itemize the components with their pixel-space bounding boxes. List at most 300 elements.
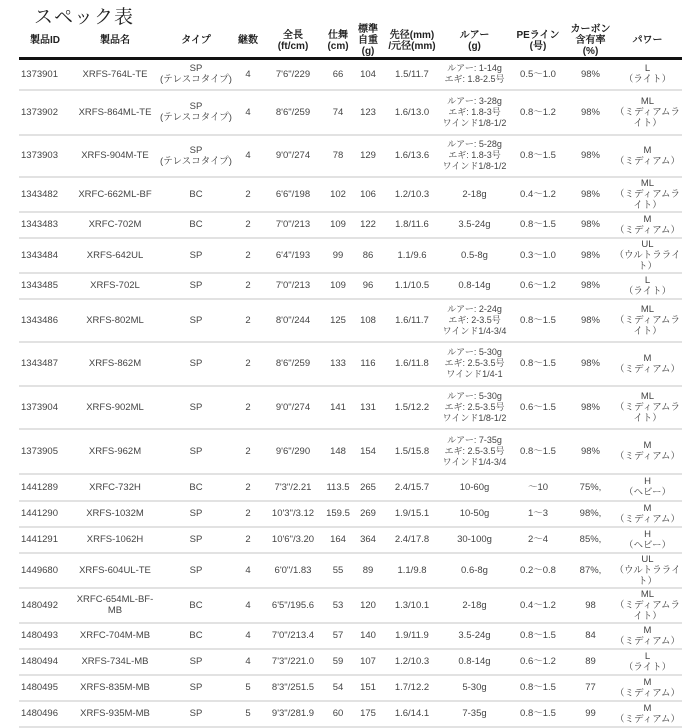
cell-product-id: 1343486	[19, 299, 71, 342]
table-row	[19, 135, 682, 177]
column-header-text: 自重	[358, 35, 378, 46]
cell-line: （ミディアムライト）	[614, 188, 681, 211]
cell-closed-length: 133	[323, 342, 353, 386]
cell-line: 10-50g	[459, 508, 490, 519]
cell-pieces: 2	[233, 177, 263, 212]
cell-pieces: 2	[233, 342, 263, 386]
cell-line: エギ: 2.5-3.5号	[444, 445, 505, 456]
cell-closed-length: 102	[323, 177, 353, 212]
cell-carbon-content: 98%	[568, 429, 613, 474]
cell-power	[613, 553, 682, 588]
cell-power	[613, 90, 682, 135]
cell-line: エギ: 1.8-3号	[448, 150, 501, 160]
cell-line: SP	[189, 508, 203, 519]
cell-product-name: XRFS-902ML	[71, 386, 159, 429]
cell-power	[613, 59, 682, 90]
page-title: スペック表	[34, 6, 135, 28]
cell-weight: 175	[353, 701, 383, 727]
cell-power	[613, 135, 682, 177]
cell-line: SP	[189, 445, 203, 457]
cell-line: （ミディアム）	[614, 155, 681, 167]
cell-line: M	[643, 352, 652, 364]
cell-line: L	[644, 274, 651, 286]
cell-line: SP	[189, 314, 203, 326]
cell-type	[159, 273, 233, 299]
cell-length: 6'5"/195.6	[263, 588, 323, 623]
cell-product-id: 1373904	[19, 386, 71, 429]
cell-pe-line: 0.8～1.5	[508, 135, 568, 177]
cell-tip-butt-diameter: 1.8/11.6	[383, 212, 441, 238]
cell-type	[159, 238, 233, 273]
table-row	[19, 501, 682, 527]
table-body	[19, 59, 682, 727]
cell-product-id: 1373905	[19, 429, 71, 474]
cell-line: ルアー: 3-28g	[447, 95, 502, 106]
cell-line: ルアー: 5-30g	[447, 347, 502, 357]
column-header-closed-length	[323, 24, 353, 59]
cell-line: SP	[189, 280, 203, 291]
cell-line: (テレスコタイプ)	[160, 74, 232, 86]
cell-carbon-content: 98%	[568, 386, 613, 429]
column-header-tip-butt-diameter	[383, 24, 441, 59]
cell-pe-line: 1～3	[508, 501, 568, 527]
cell-pieces: 5	[233, 675, 263, 701]
cell-line: SP	[189, 708, 203, 719]
cell-tip-butt-diameter: 1.1/9.6	[383, 238, 441, 273]
cell-line: 0.8-14g	[458, 656, 491, 667]
cell-pieces: 2	[233, 273, 263, 299]
cell-product-id: 1441289	[19, 474, 71, 501]
cell-pieces: 2	[233, 429, 263, 474]
cell-line: ルアー: 1-14g	[447, 63, 502, 74]
table-row	[19, 701, 682, 727]
cell-line: 3.5-24g	[458, 630, 491, 641]
column-header-text: (ft/cm)	[277, 40, 309, 52]
cell-tip-butt-diameter: 1.9/15.1	[383, 501, 441, 527]
column-header-product-name	[71, 24, 159, 59]
cell-lure-weight	[441, 588, 508, 623]
cell-line: (テレスコタイプ)	[160, 155, 232, 167]
cell-pieces: 4	[233, 59, 263, 90]
cell-line: SP	[189, 682, 203, 693]
cell-length: 9'0"/274	[263, 386, 323, 429]
cell-closed-length: 148	[323, 429, 353, 474]
cell-carbon-content: 98%,	[568, 501, 613, 527]
cell-weight: 96	[353, 273, 383, 299]
cell-carbon-content: 85%,	[568, 527, 613, 553]
cell-pieces: 4	[233, 553, 263, 588]
column-header-text: パワー	[632, 35, 663, 46]
cell-lure-weight	[441, 299, 508, 342]
cell-closed-length: 159.5	[323, 501, 353, 527]
cell-product-id: 1373901	[19, 59, 71, 90]
cell-line: M	[643, 676, 652, 688]
column-header-lure-weight	[441, 24, 508, 59]
cell-product-id: 1480494	[19, 649, 71, 675]
cell-line: ML	[640, 177, 655, 189]
cell-line: （ウルトラライト）	[614, 564, 681, 587]
cell-line: （ミディアム）	[614, 687, 681, 699]
cell-type	[159, 588, 233, 623]
cell-closed-length: 60	[323, 701, 353, 727]
cell-product-name: XRFS-962M	[71, 429, 159, 474]
table-row	[19, 623, 682, 649]
cell-closed-length: 53	[323, 588, 353, 623]
cell-tip-butt-diameter: 1.6/13.6	[383, 135, 441, 177]
cell-product-id: 1343484	[19, 238, 71, 273]
cell-lure-weight	[441, 212, 508, 238]
cell-weight: 364	[353, 527, 383, 553]
cell-weight: 89	[353, 553, 383, 588]
cell-length: 7'3"/221.0	[263, 649, 323, 675]
cell-weight: 86	[353, 238, 383, 273]
cell-line: （ミディアム）	[614, 451, 681, 462]
cell-pe-line: 0.6～1.5	[508, 386, 568, 429]
cell-power	[613, 701, 682, 727]
cell-product-id: 1343485	[19, 273, 71, 299]
cell-tip-butt-diameter: 1.1/10.5	[383, 273, 441, 299]
cell-pieces: 2	[233, 501, 263, 527]
cell-lure-weight	[441, 177, 508, 212]
table-row	[19, 273, 682, 299]
cell-line: SP	[189, 101, 203, 112]
cell-product-id: 1449680	[19, 553, 71, 588]
cell-product-name: XRFC-702M	[71, 212, 159, 238]
cell-closed-length: 59	[323, 649, 353, 675]
cell-line: ワインド1/4-3/4	[442, 456, 507, 467]
column-header-type	[159, 24, 233, 59]
cell-line: M	[643, 144, 652, 156]
cell-product-id: 1441290	[19, 501, 71, 527]
cell-closed-length: 55	[323, 553, 353, 588]
cell-line: ワインド1/4-3/4	[442, 325, 507, 336]
cell-pe-line: 0.8～1.5	[508, 342, 568, 386]
cell-pieces: 2	[233, 212, 263, 238]
cell-length: 6'6"/198	[263, 177, 323, 212]
cell-line: エギ: 2-3.5号	[448, 314, 501, 325]
cell-length: 7'6"/229	[263, 59, 323, 90]
cell-pieces: 5	[233, 701, 263, 727]
cell-closed-length: 141	[323, 386, 353, 429]
cell-power	[613, 386, 682, 429]
cell-pe-line: 0.2～0.8	[508, 553, 568, 588]
cell-length: 7'0"/213	[263, 212, 323, 238]
cell-closed-length: 74	[323, 90, 353, 135]
cell-tip-butt-diameter: 1.3/10.1	[383, 588, 441, 623]
cell-carbon-content: 87%,	[568, 553, 613, 588]
cell-product-name: XRFS-764L-TE	[71, 59, 159, 90]
cell-type	[159, 675, 233, 701]
cell-line: 2-18g	[462, 599, 487, 611]
cell-weight: 151	[353, 675, 383, 701]
cell-type	[159, 701, 233, 727]
cell-product-name: XRFC-732H	[71, 474, 159, 501]
cell-tip-butt-diameter: 1.2/10.3	[383, 649, 441, 675]
cell-closed-length: 113.5	[323, 474, 353, 501]
cell-line: UL	[641, 553, 654, 565]
cell-lure-weight	[441, 273, 508, 299]
cell-carbon-content: 98%	[568, 238, 613, 273]
cell-line: 0.5-8g	[461, 249, 488, 261]
cell-weight: 108	[353, 299, 383, 342]
cell-product-name: XRFC-654ML-BF-MB	[71, 588, 159, 623]
spec-table	[19, 24, 682, 728]
cell-length: 9'6"/290	[263, 429, 323, 474]
cell-line: M	[643, 624, 652, 636]
cell-line: （ヘビー）	[623, 487, 672, 498]
cell-product-name: XRFS-734L-MB	[71, 649, 159, 675]
cell-pieces: 4	[233, 649, 263, 675]
cell-weight: 129	[353, 135, 383, 177]
cell-product-id: 1373902	[19, 90, 71, 135]
column-header-text: PEライン	[516, 29, 560, 41]
column-header-pieces	[233, 24, 263, 59]
column-header-text: 全長	[283, 29, 303, 41]
cell-length: 8'6"/259	[263, 90, 323, 135]
cell-line: ML	[640, 95, 655, 107]
table-row	[19, 212, 682, 238]
cell-length: 8'6"/259	[263, 342, 323, 386]
cell-product-name: XRFS-604UL-TE	[71, 553, 159, 588]
cell-line: 10-60g	[459, 481, 490, 493]
cell-line: ML	[640, 303, 655, 315]
cell-carbon-content: 77	[568, 675, 613, 701]
cell-pe-line: 0.4～1.2	[508, 588, 568, 623]
cell-closed-length: 109	[323, 273, 353, 299]
cell-pe-line: 0.6～1.2	[508, 273, 568, 299]
cell-product-name: XRFC-662ML-BF	[71, 177, 159, 212]
cell-lure-weight	[441, 675, 508, 701]
cell-lure-weight	[441, 90, 508, 135]
cell-type	[159, 135, 233, 177]
cell-length: 9'3"/281.9	[263, 701, 323, 727]
cell-line: ワインド1/8-1/2	[442, 412, 507, 423]
cell-tip-butt-diameter: 1.7/12.2	[383, 675, 441, 701]
cell-line: L	[644, 63, 651, 75]
cell-pe-line: 2～4	[508, 527, 568, 553]
cell-line: M	[643, 440, 652, 451]
cell-weight: 154	[353, 429, 383, 474]
cell-line: 3.5-24g	[458, 219, 491, 230]
cell-line: H	[644, 476, 651, 487]
cell-line: BC	[189, 188, 203, 200]
column-header-power	[613, 24, 682, 59]
cell-pe-line: 0.8～1.5	[508, 623, 568, 649]
cell-carbon-content: 98%	[568, 135, 613, 177]
cell-line: ワインド1/4-1	[446, 369, 503, 379]
column-header-text: 先径(mm)	[389, 29, 435, 41]
cell-carbon-content: 75%,	[568, 474, 613, 501]
cell-length: 7'0"/213.4	[263, 623, 323, 649]
cell-type	[159, 177, 233, 212]
cell-tip-butt-diameter: 1.6/13.0	[383, 90, 441, 135]
cell-line: ワインド1/8-1/2	[442, 161, 507, 171]
cell-line: エギ: 2.5-3.5号	[444, 358, 505, 368]
cell-product-id: 1343487	[19, 342, 71, 386]
cell-type	[159, 501, 233, 527]
cell-line: ルアー: 7-35g	[447, 434, 502, 445]
cell-product-id: 1441291	[19, 527, 71, 553]
cell-pe-line: 0.8～1.5	[508, 701, 568, 727]
table-row	[19, 675, 682, 701]
cell-power	[613, 429, 682, 474]
cell-carbon-content: 98	[568, 588, 613, 623]
cell-line: （ミディアム）	[614, 635, 681, 647]
cell-weight: 120	[353, 588, 383, 623]
cell-carbon-content: 84	[568, 623, 613, 649]
cell-line: SP	[189, 358, 203, 369]
column-header-text: (cm)	[327, 40, 349, 52]
cell-pieces: 2	[233, 474, 263, 501]
cell-carbon-content: 99	[568, 701, 613, 727]
cell-pe-line: ～10	[508, 474, 568, 501]
cell-lure-weight	[441, 238, 508, 273]
cell-lure-weight	[441, 501, 508, 527]
cell-product-id: 1343482	[19, 177, 71, 212]
cell-length: 6'4"/193	[263, 238, 323, 273]
table-row	[19, 429, 682, 474]
column-header-text: カーボン	[570, 24, 611, 35]
cell-line: （ヘビー）	[623, 539, 672, 551]
cell-line: 2-18g	[462, 188, 487, 200]
cell-carbon-content: 98%	[568, 342, 613, 386]
column-header-text: (%)	[582, 46, 599, 57]
table-row	[19, 553, 682, 588]
cell-lure-weight	[441, 527, 508, 553]
cell-closed-length: 66	[323, 59, 353, 90]
cell-line: SP	[189, 564, 203, 576]
cell-tip-butt-diameter: 2.4/15.7	[383, 474, 441, 501]
cell-lure-weight	[441, 649, 508, 675]
cell-closed-length: 54	[323, 675, 353, 701]
cell-line: エギ: 1.8-3号	[448, 106, 501, 117]
cell-line: ルアー: 2-24g	[447, 303, 502, 314]
column-header-text: 製品名	[100, 35, 130, 46]
cell-line: （ミディアム）	[614, 713, 681, 725]
cell-lure-weight	[441, 429, 508, 474]
cell-power	[613, 527, 682, 553]
cell-line: SP	[189, 401, 203, 413]
cell-lure-weight	[441, 386, 508, 429]
cell-weight: 107	[353, 649, 383, 675]
cell-tip-butt-diameter: 2.4/17.8	[383, 527, 441, 553]
table-row	[19, 474, 682, 501]
cell-product-name: XRFS-935M-MB	[71, 701, 159, 727]
cell-power	[613, 212, 682, 238]
cell-line: （ミディアムライト）	[614, 314, 681, 337]
cell-lure-weight	[441, 135, 508, 177]
cell-product-name: XRFC-704M-MB	[71, 623, 159, 649]
cell-carbon-content: 98%	[568, 212, 613, 238]
cell-product-name: XRFS-702L	[71, 273, 159, 299]
cell-line: （ライト）	[623, 285, 672, 297]
column-header-text: タイプ	[181, 35, 211, 46]
cell-pe-line: 0.8～1.2	[508, 90, 568, 135]
column-header-text: /元径(mm)	[388, 40, 436, 52]
table-row	[19, 386, 682, 429]
cell-line: M	[643, 702, 652, 714]
cell-weight: 106	[353, 177, 383, 212]
cell-product-id: 1480492	[19, 588, 71, 623]
cell-line: エギ: 2.5-3.5号	[444, 401, 505, 412]
cell-length: 6'0"/1.83	[263, 553, 323, 588]
cell-lure-weight	[441, 701, 508, 727]
cell-carbon-content: 98%	[568, 177, 613, 212]
cell-power	[613, 342, 682, 386]
cell-weight: 265	[353, 474, 383, 501]
cell-line: （ライト）	[623, 661, 672, 673]
cell-line: SP	[189, 534, 203, 545]
cell-tip-butt-diameter: 1.9/11.9	[383, 623, 441, 649]
cell-weight: 131	[353, 386, 383, 429]
table-row	[19, 649, 682, 675]
cell-pieces: 4	[233, 588, 263, 623]
cell-product-name: XRFS-802ML	[71, 299, 159, 342]
cell-line: SP	[189, 63, 203, 75]
cell-closed-length: 164	[323, 527, 353, 553]
cell-power	[613, 588, 682, 623]
cell-line: L	[644, 650, 651, 662]
cell-power	[613, 675, 682, 701]
cell-tip-butt-diameter: 1.1/9.8	[383, 553, 441, 588]
cell-line: BC	[189, 481, 203, 493]
cell-line: SP	[189, 656, 203, 667]
cell-type	[159, 527, 233, 553]
column-header-length	[263, 24, 323, 59]
cell-line: M	[643, 213, 652, 225]
column-header-pe-line	[508, 24, 568, 59]
cell-product-id: 1343483	[19, 212, 71, 238]
cell-length: 8'3"/251.5	[263, 675, 323, 701]
cell-type	[159, 299, 233, 342]
cell-line: （ミディアムライト）	[614, 401, 681, 424]
cell-tip-butt-diameter: 1.6/14.1	[383, 701, 441, 727]
cell-pe-line: 0.8～1.5	[508, 429, 568, 474]
cell-tip-butt-diameter: 1.5/12.2	[383, 386, 441, 429]
cell-type	[159, 649, 233, 675]
column-header-weight	[353, 24, 383, 59]
cell-type	[159, 59, 233, 90]
cell-pe-line: 0.8～1.5	[508, 675, 568, 701]
cell-weight: 123	[353, 90, 383, 135]
cell-tip-butt-diameter: 1.5/11.7	[383, 59, 441, 90]
cell-type	[159, 342, 233, 386]
cell-tip-butt-diameter: 1.5/15.8	[383, 429, 441, 474]
cell-power	[613, 623, 682, 649]
column-header-text: 製品ID	[30, 35, 60, 46]
cell-line: 7-35g	[462, 708, 487, 719]
cell-weight: 116	[353, 342, 383, 386]
column-header-carbon-content	[568, 24, 613, 59]
cell-type	[159, 474, 233, 501]
cell-tip-butt-diameter: 1.6/11.8	[383, 342, 441, 386]
cell-carbon-content: 98%	[568, 299, 613, 342]
table-row	[19, 238, 682, 273]
cell-type	[159, 90, 233, 135]
cell-product-name: XRFS-835M-MB	[71, 675, 159, 701]
cell-length: 7'0"/213	[263, 273, 323, 299]
cell-line: 30-100g	[457, 534, 492, 545]
cell-lure-weight	[441, 342, 508, 386]
cell-tip-butt-diameter: 1.2/10.3	[383, 177, 441, 212]
cell-line: BC	[189, 219, 203, 230]
cell-pe-line: 0.3～1.0	[508, 238, 568, 273]
cell-type	[159, 212, 233, 238]
cell-closed-length: 125	[323, 299, 353, 342]
cell-line: ワインド1/8-1/2	[442, 117, 507, 128]
cell-lure-weight	[441, 623, 508, 649]
cell-product-name: XRFS-862M	[71, 342, 159, 386]
